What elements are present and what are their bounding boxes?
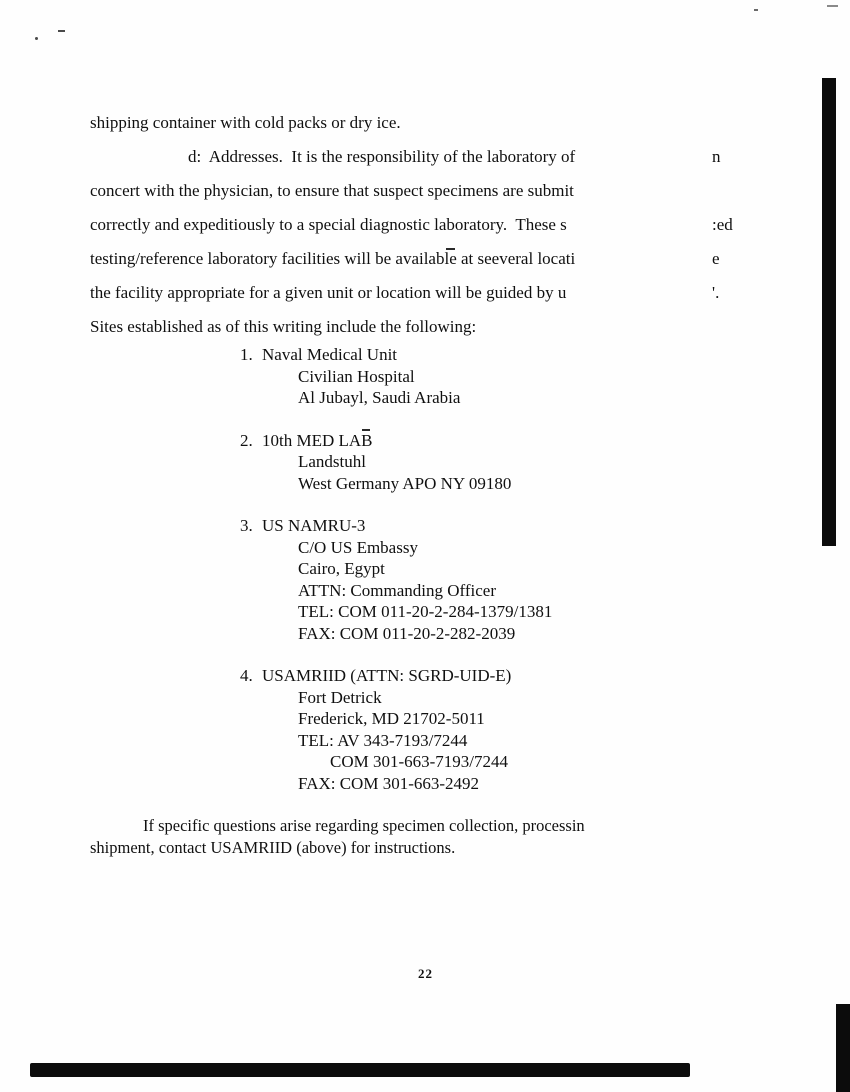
closing-paragraph-line: shipment, contact USAMRIID (above) for instructions.: [90, 838, 456, 857]
scan-speck: [754, 9, 758, 11]
paragraph-line: [90, 174, 770, 208]
site-address-line: FAX: COM 011-20-2-282-2039: [298, 623, 516, 643]
intro-paragraph-line: shipping container with cold packs or dry ice.: [90, 113, 401, 132]
paragraph-line: [90, 242, 770, 276]
paragraph-line-text: correctly and expeditiously to a special diagnostic laboratory. These s: [90, 215, 567, 234]
site-address-line: Fort Detrick: [298, 687, 382, 707]
scan-speck: [827, 5, 838, 7]
site-entry: [240, 665, 770, 794]
paragraph-line-text: the facility appropriate for a given unit or location will be guided by u: [90, 283, 567, 302]
site-address-line: Naval Medical Unit: [262, 345, 398, 364]
closing-paragraph: [90, 815, 770, 859]
site-address-line: Al Jubayl, Saudi Arabia: [298, 388, 461, 407]
paragraph-line-text: testing/reference laboratory facilities will be available at seeveral locati: [90, 249, 576, 268]
document-content: [90, 106, 770, 859]
paragraph-line: [90, 208, 770, 242]
scan-speck: [58, 30, 65, 32]
scan-artifact-bottom-bar: [30, 1063, 690, 1077]
addresses-paragraph: [90, 140, 770, 344]
site-address-line: Civilian Hospital: [298, 366, 415, 386]
site-address-line: TEL: AV 343-7193/7244: [298, 730, 468, 750]
site-address-line: Cairo, Egypt: [298, 559, 385, 578]
scan-artifact-corner-bar: [836, 1004, 850, 1092]
paragraph-line: [90, 140, 770, 174]
site-address-line: TEL: COM 011-20-2-284-1379/1381: [298, 602, 553, 621]
cutoff-text-fragment: n: [712, 147, 721, 166]
site-entry: [240, 430, 770, 495]
site-address-line: C/O US Embassy: [298, 537, 418, 557]
paragraph-line-text: d: Addresses. It is the responsibility of the laboratory of: [188, 147, 576, 166]
closing-paragraph-line: If specific questions arise regarding specimen collection, processin: [143, 816, 585, 835]
paragraph-line-text: concert with the physician, to ensure that suspect specimens are submit: [90, 181, 574, 200]
site-number: 2.: [240, 430, 253, 450]
scan-speck: [35, 37, 38, 40]
cutoff-text-fragment: '.: [712, 283, 720, 302]
site-number: 4.: [240, 666, 253, 685]
cutoff-text-fragment: :ed: [712, 215, 733, 234]
sites-list: [90, 344, 770, 794]
site-number: 1.: [240, 345, 253, 364]
site-address-line: COM 301-663-7193/7244: [330, 752, 509, 771]
site-address-line: FAX: COM 301-663-2492: [298, 773, 480, 793]
paragraph-line: [90, 310, 770, 344]
site-address-line: Landstuhl: [298, 452, 366, 471]
scan-artifact-right-bar: [822, 78, 836, 546]
site-address-line: Frederick, MD 21702-5011: [298, 709, 485, 728]
paragraph-line-text: Sites established as of this writing include the following:: [90, 317, 477, 336]
site-address-line: USAMRIID (ATTN: SGRD-UID-E): [262, 666, 512, 685]
site-number: 3.: [240, 516, 253, 535]
site-entry: [240, 515, 770, 644]
cutoff-text-fragment: e: [712, 249, 720, 268]
paragraph-line: [90, 276, 770, 310]
site-address-line: ATTN: Commanding Officer: [298, 580, 496, 600]
site-entry: [240, 344, 770, 409]
site-address-line: West Germany APO NY 09180: [298, 473, 512, 493]
site-address-line: US NAMRU-3: [262, 516, 366, 535]
site-address-line: 10th MED LAB: [262, 430, 373, 450]
page-number: 22: [418, 966, 433, 981]
